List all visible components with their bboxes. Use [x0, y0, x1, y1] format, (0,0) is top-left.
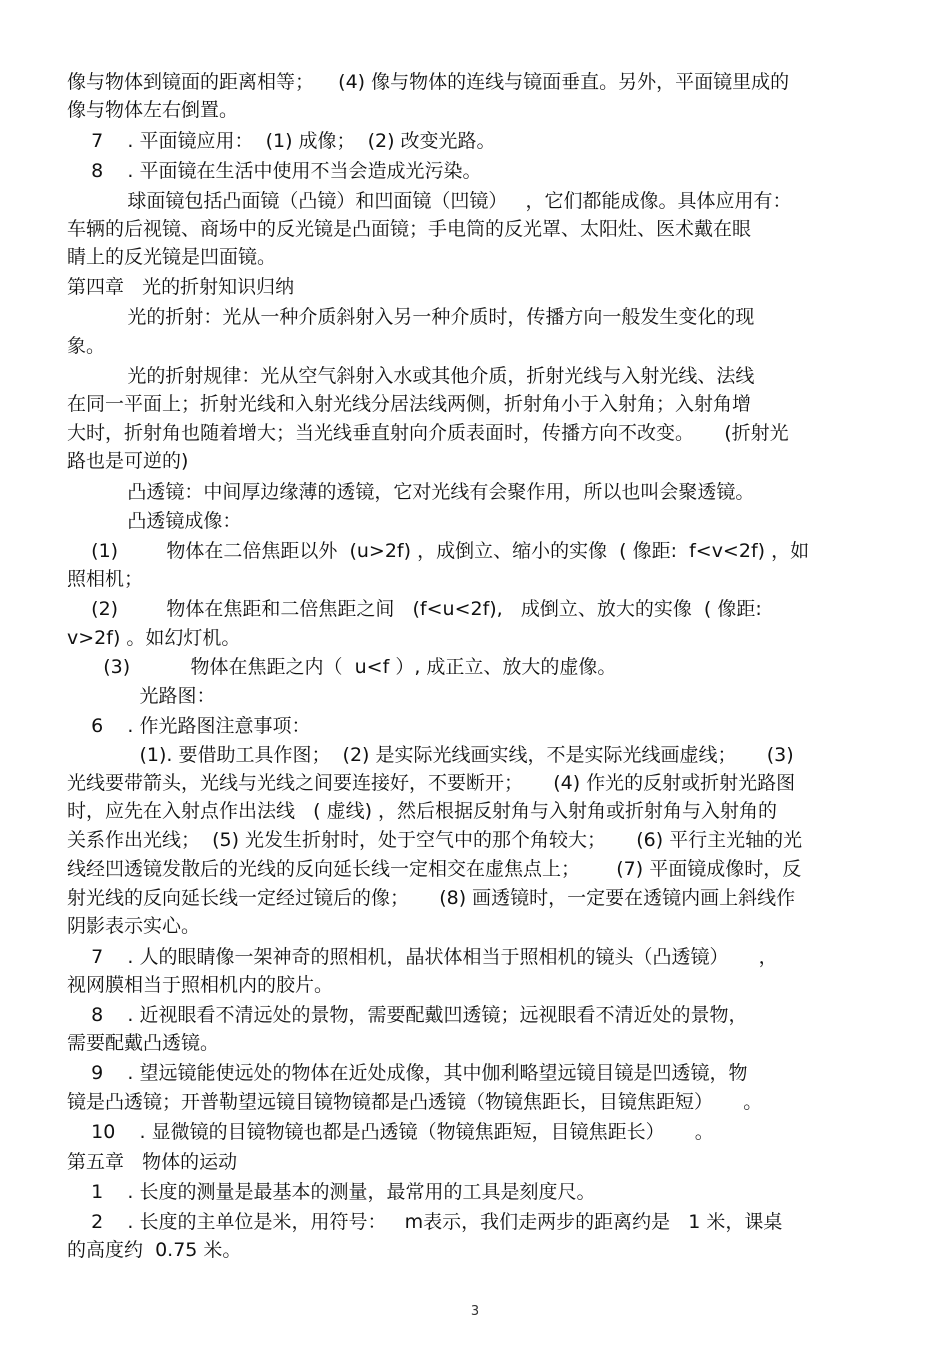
text-line: v>2f) 。如幻灯机。 [67, 627, 241, 649]
text-line: 2 . 长度的主单位是米，用符号： m表示，我们走两步的距离约是 1 米，课桌 [67, 1211, 783, 1233]
chapter-heading: 第五章 物体的运动 [67, 1151, 238, 1173]
text-line: 象。 [67, 335, 106, 357]
text-line: (2) 物体在焦距和二倍焦距之间 (f<u<2f), 成倒立、放大的实像 ( 像距: [67, 598, 762, 620]
text-line: 凸透镜：中间厚边缘薄的透镜，它对光线有会聚作用，所以也叫会聚透镜。 [67, 481, 755, 503]
text-line: 凸透镜成像： [67, 510, 242, 532]
text-line: 7 . 平面镜应用： (1) 成像； (2) 改变光路。 [67, 130, 496, 152]
text-line: 照相机； [67, 568, 144, 590]
chapter-heading: 第四章 光的折射知识归纳 [67, 276, 295, 298]
text-line: 8 . 平面镜在生活中使用不当会造成光污染。 [67, 160, 482, 182]
text-line: 时，应先在入射点作出法线 ( 虚线) ，然后根据反射角与入射角或折射角与入射角的 [67, 800, 778, 822]
text-line: 像与物体左右倒置。 [67, 99, 239, 121]
text-line: 9 . 望远镜能使远处的物体在近处成像，其中伽利略望远镜目镜是凹透镜，物 [67, 1062, 748, 1084]
text-line: 大时，折射角也随着增大；当光线垂直射向介质表面时，传播方向不改变。 (折射光 [67, 422, 789, 444]
text-line: 光路图： [67, 685, 216, 707]
text-line: 光的折射：光从一种介质斜射入另一种介质时，传播方向一般发生变化的现 [67, 306, 755, 328]
text-line: 关系作出光线； (5) 光发生折射时，处于空气中的那个角较大； (6) 平行主光轴的光 [67, 829, 803, 851]
text-line: 光线要带箭头，光线与光线之间要连接好，不要断开； (4) 作光的反射或折射光路图 [67, 772, 796, 794]
text-line: 像与物体到镜面的距离相等； (4) 像与物体的连线与镜面垂直。另外，平面镜里成的 [67, 71, 790, 93]
text-line: (1). 要借助工具作图； (2) 是实际光线画实线，不是实际光线画虚线； (3) [67, 744, 794, 766]
text-line: 路也是可逆的) [67, 450, 189, 472]
text-line: 阴影表示实心。 [67, 915, 201, 937]
text-line: 10 . 显微镜的目镜物镜也都是凸透镜（物镜焦距短，目镜焦距长） 。 [67, 1121, 714, 1143]
page-number: 3 [470, 1304, 480, 1319]
text-line: 视网膜相当于照相机内的胶片。 [67, 974, 334, 996]
text-line: 需要配戴凸透镜。 [67, 1032, 220, 1054]
text-line: 6 . 作光路图注意事项： [67, 715, 311, 737]
text-line: 的高度约 0.75 米。 [67, 1239, 242, 1261]
text-line: 线经凹透镜发散后的光线的反向延长线一定相交在虚焦点上； (7) 平面镜成像时，反 [67, 858, 802, 880]
text-line: 1 . 长度的测量是最基本的测量，最常用的工具是刻度尺。 [67, 1181, 596, 1203]
text-line: 8 . 近视眼看不清远处的景物，需要配戴凹透镜；远视眼看不清近处的景物， [67, 1004, 748, 1026]
text-line: 镜是凸透镜；开普勒望远镜目镜物镜都是凸透镜（物镜焦距长，目镜焦距短） 。 [67, 1091, 763, 1113]
text-line: 球面镜包括凸面镜（凸镜）和凹面镜（凹镜） ，它们都能成像。具体应用有： [67, 190, 792, 212]
text-line: 在同一平面上；折射光线和入射光线分居法线两侧，折射角小于入射角；入射角增 [67, 393, 752, 415]
text-line: 车辆的后视镜、商场中的反光镜是凸面镜；手电筒的反光罩、太阳灶、医术戴在眼 [67, 218, 752, 240]
text-line: (1) 物体在二倍焦距以外 (u>2f) ，成倒立、缩小的实像 ( 像距: f<v<2f) ，如 [67, 540, 810, 562]
text-line: 睛上的反光镜是凹面镜。 [67, 246, 277, 268]
text-line: (3) 物体在焦距之内（ u<f ）, 成正立、放大的虚像。 [67, 656, 617, 678]
text-line: 7 . 人的眼睛像一架神奇的照相机，晶状体相当于照相机的镜头（凸透镜） ， [67, 946, 778, 968]
text-line: 射光线的反向延长线一定经过镜后的像； (8) 画透镜时，一定要在透镜内画上斜线作 [67, 887, 796, 909]
text-line: 光的折射规律：光从空气斜射入水或其他介质，折射光线与入射光线、法线 [67, 365, 755, 387]
